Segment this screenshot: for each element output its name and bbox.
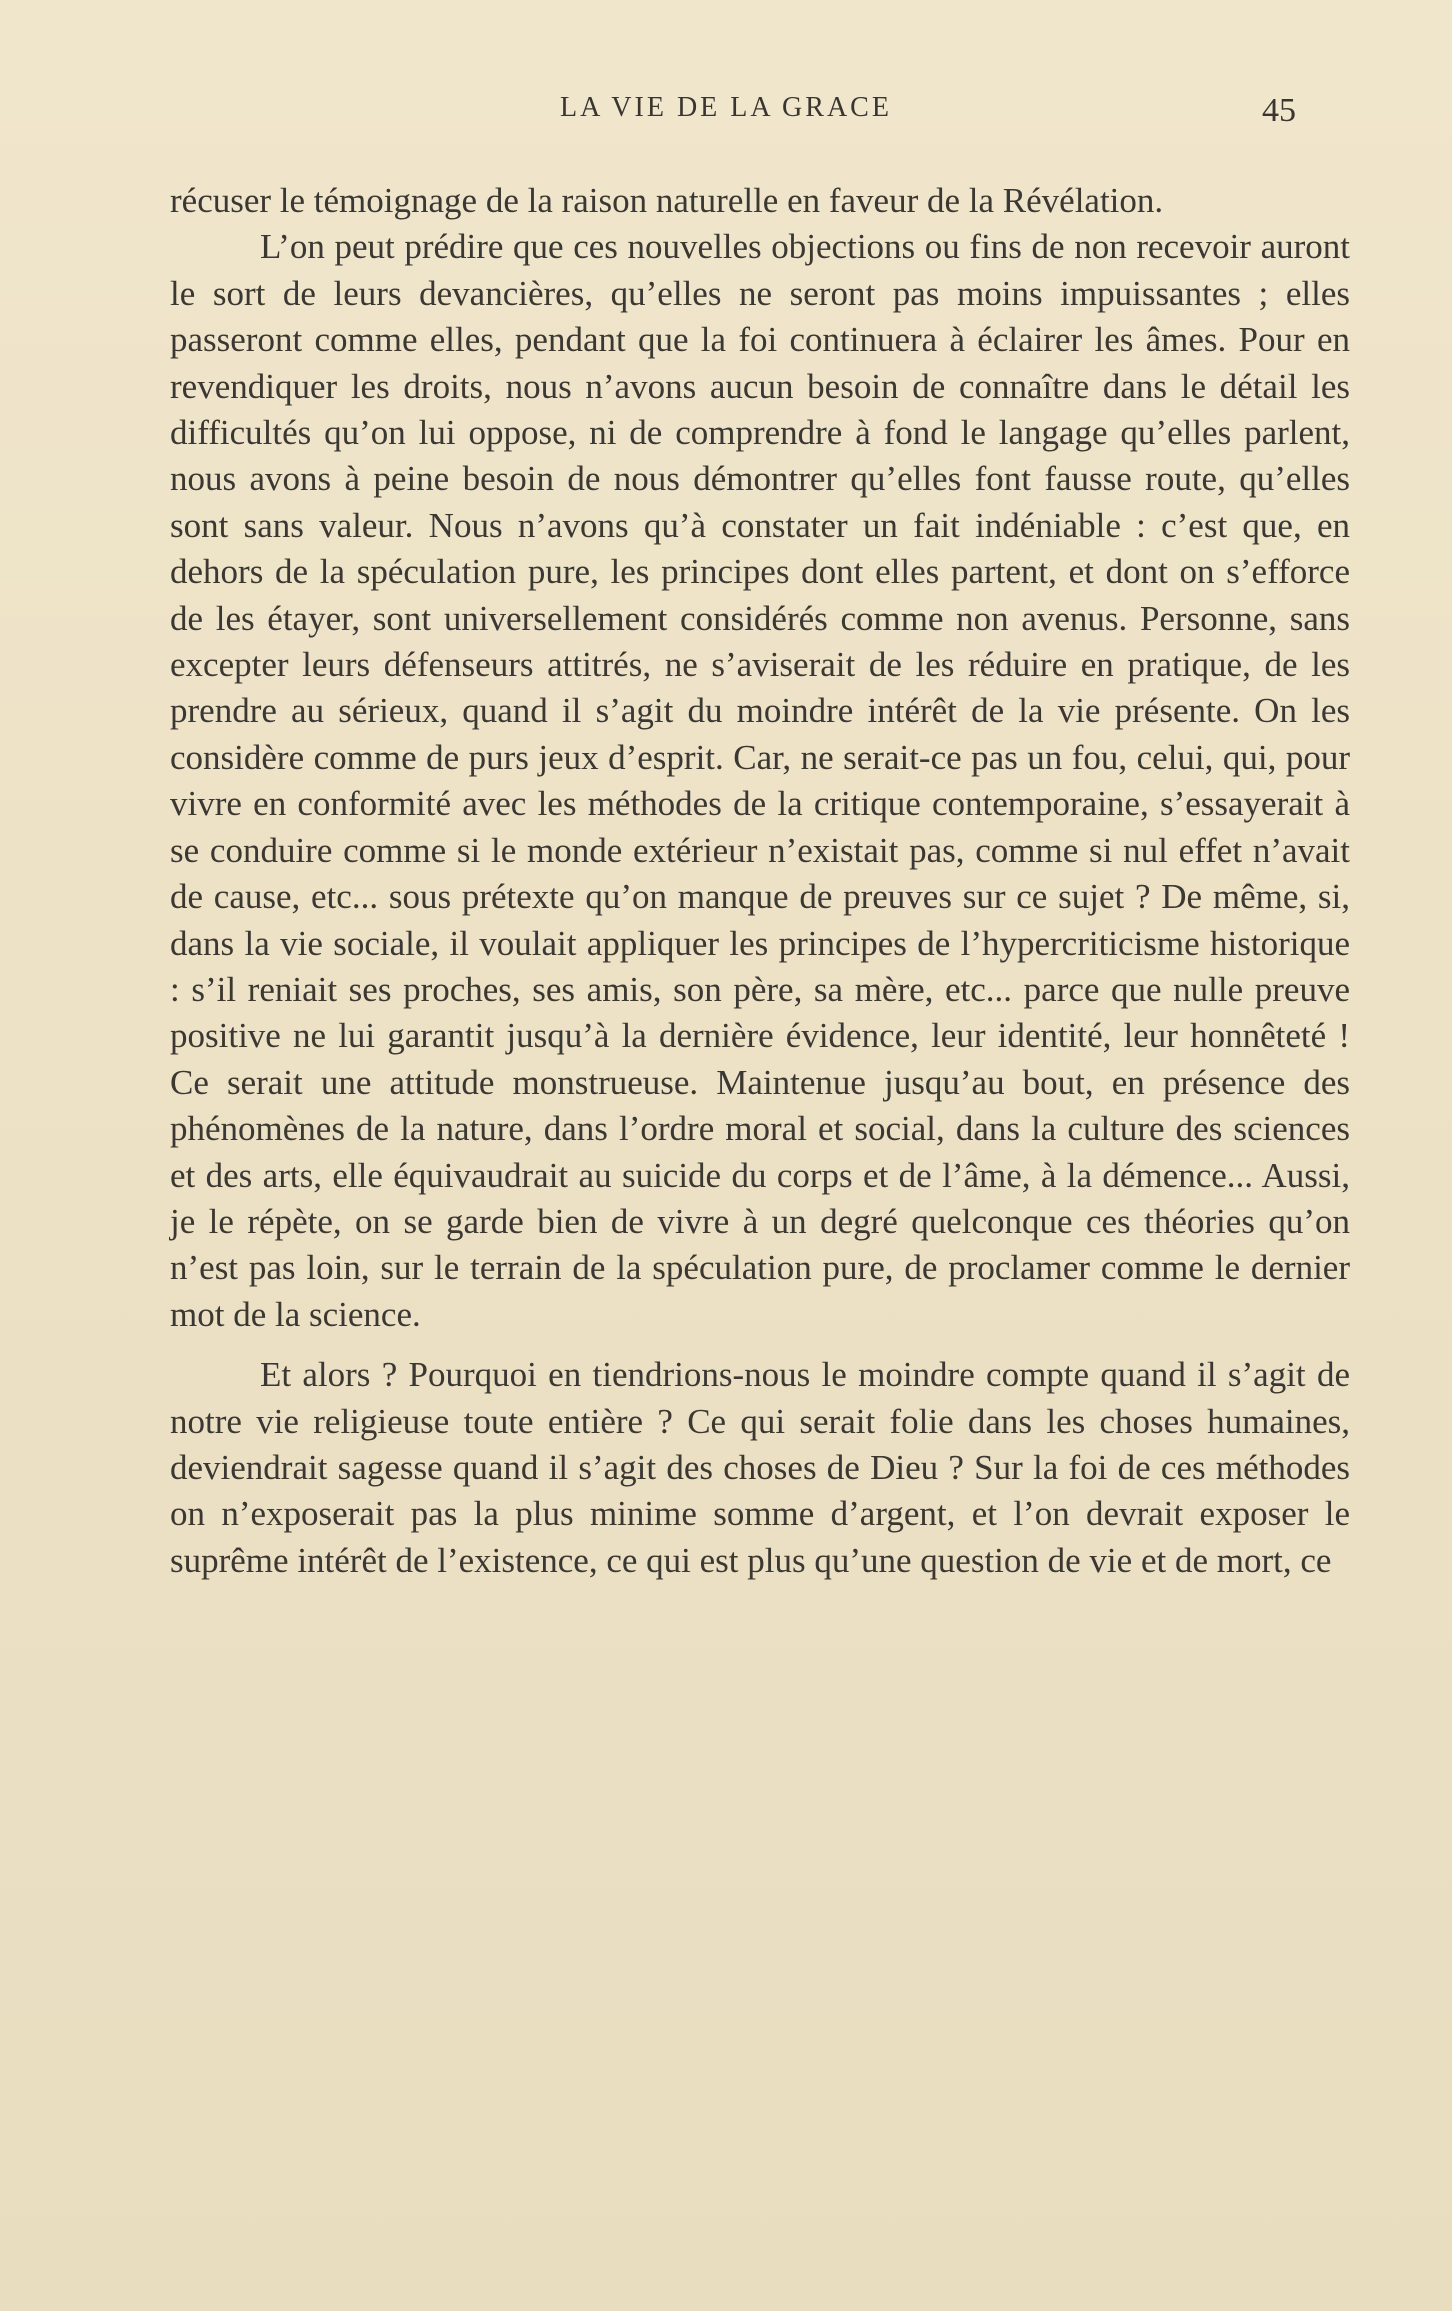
page-number: 45: [1262, 92, 1296, 129]
paragraph-continued: récuser le témoignage de la raison naturelle en faveur de la Révélation.: [170, 181, 1164, 220]
paragraph: L’on peut prédire que ces nouvelles objections ou fins de non recevoir auront le sort de leurs devancières, qu’elles ne seront pas moins impuissantes ; elles passeront comme elles, pendant que la foi continuera à éclairer les âmes. Pour en revendiquer les droits, nous n’avons aucun besoin de connaître dans le détail les difficultés qu’on lui oppose, ni de comprendre à fond le langage qu’elles parlent, nous avons à peine besoin de nous démontrer qu’elles font fausse route, qu’elles sont sans valeur. Nous n’avons qu’à constater un fait indéniable : c’est que, en dehors de la spéculation pure, les principes dont elles partent, et dont on s’efforce de les étayer, sont universellement considérés comme non avenus. Personne, sans excepter leurs défenseurs attitrés, ne s’aviserait de les réduire en pratique, de les prendre au sérieux, quand il s’agit du moindre intérêt de la vie présente. On les considère comme de purs jeux d’esprit. Car, ne serait-ce pas un fou, celui, qui, pour vivre en conformité avec les méthodes de la critique contemporaine, s’essayerait à se conduire comme si le monde extérieur n’existait pas, comme si nul effet n’avait de cause, etc... sous prétexte qu’on manque de preuves sur ce sujet ? De même, si, dans la vie sociale, il voulait appliquer les principes de l’hypercriticisme historique : s’il reniait ses proches, ses amis, son père, sa mère, etc... parce que nulle preuve positive ne lui garantit jusqu’à la dernière évidence, leur identité, leur honnêteté ! Ce serait une attitude monstrueuse. Maintenue jusqu’au bout, en présence des phénomènes de la nature, dans l’ordre moral et social, dans la culture des sciences et des arts, elle équivaudrait au suicide du corps et de l’âme, à la démence... Aussi, je le répète, on se garde bien de vivre à un degré quelconque ces théories qu’on n’est pas loin, sur le terrain de la spéculation pure, de proclamer comme le dernier mot de la science.: [170, 227, 1350, 1334]
body-text: [170, 178, 1350, 1584]
running-title: LA VIE DE LA GRACE: [560, 92, 892, 123]
running-head: [0, 92, 1452, 132]
paragraph: Et alors ? Pourquoi en tiendrions-nous le moindre compte quand il s’agit de notre vie religieuse toute entière ? Ce qui serait folie dans les choses humaines, deviendrait sagesse quand il s’agit des choses de Dieu ? Sur la foi de ces méthodes on n’exposerait pas la plus minime somme d’argent, et l’on devrait exposer le suprême intérêt de l’existence, ce qui est plus qu’une question de vie et de mort, ce: [170, 1355, 1350, 1580]
